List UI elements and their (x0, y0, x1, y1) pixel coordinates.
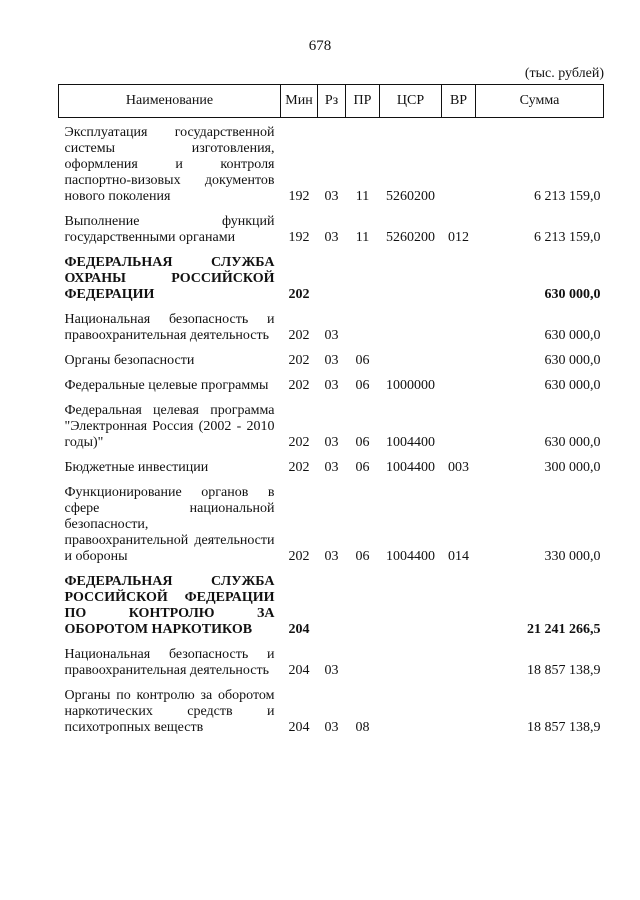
header-min: Мин (281, 85, 318, 118)
row-csr (380, 681, 442, 738)
page-number: 678 (308, 38, 332, 54)
row-vr (442, 640, 476, 681)
row-sum: 630 000,0 (544, 378, 601, 393)
row-sum: 630 000,0 (544, 353, 601, 368)
row-name: Функционирование органов в сфере национальной безопасности, правоохранительной деятельности и обороны (64, 485, 275, 564)
row-min: 202 (288, 328, 310, 343)
row-pr: 06 (355, 435, 370, 450)
row-csr: 1004400 (386, 435, 435, 450)
row-sum: 18 857 138,9 (527, 720, 601, 735)
row-name: Федеральная целевая программа "Электронная Россия (2002 - 2010 годы)" (64, 403, 275, 450)
row-vr (442, 248, 476, 305)
row-sum: 300 000,0 (544, 460, 601, 475)
header-pr: ПР (346, 85, 380, 118)
row-min: 192 (288, 189, 310, 204)
row-name: Федеральные целевые программы (64, 378, 269, 393)
budget-table (58, 84, 604, 738)
row-vr (442, 396, 476, 453)
table-row (59, 681, 604, 738)
row-min: 192 (288, 230, 310, 245)
row-sum: 630 000,0 (544, 435, 601, 450)
row-pr: 11 (355, 189, 370, 204)
row-rz: 03 (324, 353, 339, 368)
row-name: Органы по контролю за оборотом наркотических средств и психотропных веществ (64, 688, 275, 735)
row-min: 204 (288, 720, 310, 735)
row-rz: 03 (324, 435, 339, 450)
row-rz: 03 (324, 230, 339, 245)
row-rz: 03 (324, 378, 339, 393)
row-vr (442, 346, 476, 371)
row-rz (318, 248, 346, 305)
unit-label: (тыс. рублей) (524, 66, 604, 81)
row-csr: 1004400 (386, 549, 435, 564)
row-csr: 5260200 (386, 230, 435, 245)
row-csr (380, 248, 442, 305)
row-csr: 5260200 (386, 189, 435, 204)
row-sum: 630 000,0 (544, 287, 601, 302)
row-sum: 330 000,0 (544, 549, 601, 564)
row-vr: 014 (448, 549, 469, 564)
table-row (59, 567, 604, 640)
table-row (59, 305, 604, 346)
row-vr (442, 118, 476, 208)
row-rz: 03 (324, 663, 339, 678)
row-pr (346, 248, 380, 305)
table-row (59, 248, 604, 305)
row-rz: 03 (324, 460, 339, 475)
row-pr: 06 (355, 378, 370, 393)
row-vr (442, 567, 476, 640)
table-row (59, 453, 604, 478)
row-sum: 6 213 159,0 (534, 189, 601, 204)
table-row (59, 346, 604, 371)
table-row (59, 396, 604, 453)
row-name: Выполнение функций государственными органами (64, 214, 275, 245)
row-rz (318, 567, 346, 640)
row-sum: 21 241 266,5 (527, 622, 601, 637)
row-csr (380, 640, 442, 681)
table-row (59, 371, 604, 396)
row-name: ФЕДЕРАЛЬНАЯ СЛУЖБА РОССИЙСКОЙ ФЕДЕРАЦИИ ПО КОНТРОЛЮ ЗА ОБОРОТОМ НАРКОТИКОВ (64, 574, 275, 637)
row-pr (346, 305, 380, 346)
row-csr: 1000000 (386, 378, 435, 393)
row-pr: 11 (355, 230, 370, 245)
row-sum: 6 213 159,0 (534, 230, 601, 245)
header-rz: Рз (318, 85, 346, 118)
row-vr (442, 305, 476, 346)
row-csr (380, 567, 442, 640)
row-csr (380, 346, 442, 371)
row-pr: 06 (355, 460, 370, 475)
row-rz: 03 (324, 720, 339, 735)
row-vr (442, 371, 476, 396)
row-min: 202 (288, 549, 310, 564)
row-rz: 03 (324, 189, 339, 204)
row-csr (380, 305, 442, 346)
row-min: 202 (288, 287, 310, 302)
row-sum: 18 857 138,9 (527, 663, 601, 678)
row-name: Эксплуатация государственной системы изготовления, оформления и контроля паспортно-визовых документов нового поколения (64, 125, 275, 204)
row-name: Национальная безопасность и правоохранительная деятельность (64, 312, 275, 343)
header-sum: Сумма (476, 85, 604, 118)
table-row (59, 478, 604, 567)
row-min: 202 (288, 353, 310, 368)
row-min: 204 (288, 622, 310, 637)
row-min: 202 (288, 460, 310, 475)
header-name: Наименование (59, 85, 281, 118)
row-min: 204 (288, 663, 310, 678)
row-pr: 08 (355, 720, 370, 735)
row-vr (442, 681, 476, 738)
row-vr: 003 (448, 460, 469, 475)
table-row (59, 207, 604, 248)
table-row (59, 118, 604, 208)
row-rz: 03 (324, 328, 339, 343)
table-row (59, 640, 604, 681)
row-csr: 1004400 (386, 460, 435, 475)
row-min: 202 (288, 435, 310, 450)
row-min: 202 (288, 378, 310, 393)
row-rz: 03 (324, 549, 339, 564)
row-pr: 06 (355, 549, 370, 564)
row-vr: 012 (448, 230, 469, 245)
header-vr: ВР (442, 85, 476, 118)
row-name: Бюджетные инвестиции (64, 460, 209, 475)
row-name: Органы безопасности (64, 353, 195, 368)
row-name: Национальная безопасность и правоохранительная деятельность (64, 647, 275, 678)
header-csr: ЦСР (380, 85, 442, 118)
row-sum: 630 000,0 (544, 328, 601, 343)
row-pr (346, 567, 380, 640)
row-pr (346, 640, 380, 681)
row-pr: 06 (355, 353, 370, 368)
table-header-row (59, 85, 604, 118)
row-name: ФЕДЕРАЛЬНАЯ СЛУЖБА ОХРАНЫ РОССИЙСКОЙ ФЕДЕРАЦИИ (64, 255, 275, 302)
